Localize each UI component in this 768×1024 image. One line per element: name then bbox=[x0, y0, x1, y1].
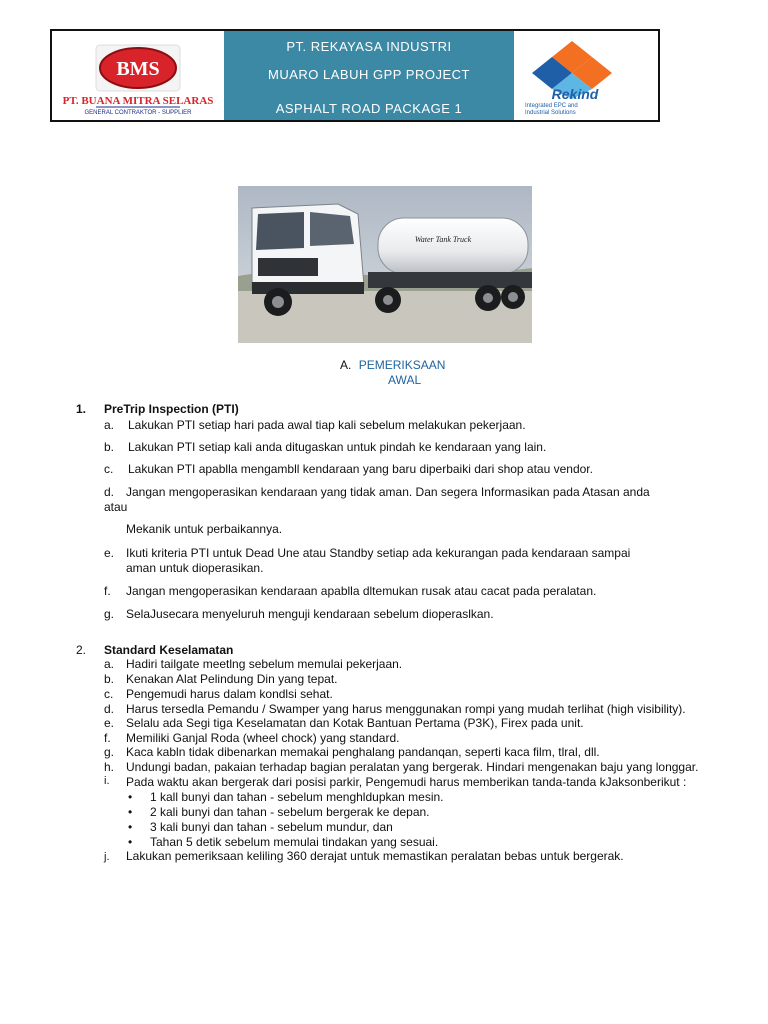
s2-item-f-text: Memiliki Ganjal Roda (wheel chock) yang standard. bbox=[126, 731, 400, 745]
s2-item-e-mark: e. bbox=[104, 716, 115, 730]
s2-item-c-mark: c. bbox=[104, 687, 114, 701]
s2-item-j-text: Lakukan pemeriksaan keliling 360 derajat untuk memastikan peralatan bebas untuk bergerak. bbox=[126, 849, 624, 863]
rekind-logo bbox=[520, 39, 655, 117]
s1-item-e-cont1: aman untuk dioperasikan. bbox=[126, 561, 264, 575]
s1-item-d-mark: d. bbox=[104, 485, 115, 499]
s2-item-d-text: Harus tersedla Pemandu / Swamper yang harus menggunakan rompi yang mudah terlihat (high visibility). bbox=[126, 702, 686, 716]
s2-item-i-text: Pada waktu akan bergerak dari posisi parkir, Pengemudi harus memberikan tanda-tanda kJaksonberikut : bbox=[126, 775, 687, 789]
s1-item-b-text: Lakukan PTI setiap kali anda ditugaskan untuk pindah ke kendaraan yang lain. bbox=[128, 440, 547, 454]
s1-item-e-mark: e. bbox=[104, 546, 115, 560]
bullet-dot: • bbox=[128, 790, 133, 804]
document-header bbox=[50, 29, 660, 122]
s2-bullet-2: 2 kali bunyi dan tahan - sebelum bergerak ke depan. bbox=[150, 805, 430, 819]
s2-item-j-mark: j. bbox=[104, 851, 110, 863]
s1-item-c-text: Lakukan PTI apablla mengambll kendaraan yang baru diperbaiki dari shop atau vendor. bbox=[128, 462, 593, 476]
s2-item-g-mark: g. bbox=[104, 745, 115, 759]
section-2-title: Standard Keselamatan bbox=[104, 643, 234, 657]
s2-bullet-1: 1 kall bunyi dan tahan - sebelum menghldupkan mesin. bbox=[150, 790, 444, 804]
project-title-line2: MUARO LABUH GPP PROJECT bbox=[268, 67, 470, 82]
s1-item-e-text: Ikuti kriteria PTI untuk Dead Une atau Standby setiap ada kekurangan pada kendaraan sampai bbox=[126, 546, 631, 560]
rekind-logo-text: Rekind bbox=[551, 86, 599, 102]
s2-item-a-text: Hadiri tailgate meetlng sebelum memulai pekerjaan. bbox=[126, 657, 403, 671]
s2-item-b-text: Kenakan Alat Pelindung Din yang tepat. bbox=[126, 672, 338, 686]
s2-item-i-mark: i. bbox=[104, 775, 110, 787]
bms-logo-text: BMS bbox=[116, 58, 160, 80]
s1-item-c-mark: c. bbox=[104, 462, 114, 476]
s2-item-g-text: Kaca kabln tidak dibenarkan memakai penghalang pandanqan, seperti kaca film, tlral, dll. bbox=[126, 745, 600, 759]
s1-item-d-cont1: atau bbox=[104, 500, 128, 514]
water-tank-truck-photo bbox=[238, 186, 532, 343]
project-title-band bbox=[224, 31, 514, 120]
s1-item-g-mark: g. bbox=[104, 607, 115, 621]
company-subtitle: GENERAL CONTRAKTOR - SUPPLIER bbox=[84, 110, 192, 116]
bullet-dot: • bbox=[128, 835, 133, 849]
s1-item-g-text: SelaJusecara menyeluruh menguji kendaraan sebelum dioperaslkan. bbox=[126, 607, 494, 621]
s1-item-f-text: Jangan mengoperasikan kendaraan apablla dltemukan rusak atau cacat pada peralatan. bbox=[126, 584, 597, 598]
s1-item-f-mark: f. bbox=[104, 584, 111, 598]
s1-item-a-text: Lakukan PTI setiap hari pada awal tiap kali sebelum melakukan pekerjaan. bbox=[128, 418, 526, 432]
project-title-line3: ASPHALT ROAD PACKAGE 1 bbox=[275, 101, 463, 116]
s2-item-f-mark: f. bbox=[104, 731, 111, 745]
s2-item-c-text: Pengemudi harus dalam kondlsi sehat. bbox=[126, 687, 333, 701]
s1-item-d-cont2: Mekanik untuk perbaikannya. bbox=[126, 522, 283, 536]
section-a-title-line1: PEMERIKSAAN bbox=[358, 358, 446, 372]
bullet-dot: • bbox=[128, 820, 133, 834]
section-2-number: 2. bbox=[76, 643, 87, 657]
s1-item-a-mark: a. bbox=[104, 418, 115, 432]
truck-tank-label: Water Tank Truck bbox=[414, 235, 472, 244]
s1-item-d-text: Jangan mengoperasikan kendaraan yang tidak aman. Dan segera Informasikan pada Atasan anda bbox=[126, 485, 650, 499]
s2-item-e-text: Selalu ada Segi tiga Keselamatan dan Kotak Bantuan Pertama (P3K), Firex pada unit. bbox=[126, 716, 584, 730]
s2-bullet-3: 3 kali bunyi dan tahan - sebelum mundur, dan bbox=[150, 820, 393, 834]
section-1-title: PreTrip Inspection (PTI) bbox=[104, 402, 239, 416]
rekind-tagline-1: Integrated EPC and bbox=[525, 103, 578, 109]
s2-bullet-4: Tahan 5 detik sebelum memulai tindakan yang sesuai. bbox=[150, 835, 439, 849]
s1-item-b-mark: b. bbox=[104, 440, 115, 454]
s2-item-h-text: Undungi badan, pakaian terhadap bagian peralatan yang bergerak. Hindari mengenakan baju yang longgar. bbox=[126, 760, 699, 774]
bms-logo bbox=[56, 35, 226, 117]
section-a-heading bbox=[340, 358, 445, 372]
company-name: PT. BUANA MITRA SELARAS bbox=[62, 95, 214, 107]
bullet-dot: • bbox=[128, 805, 133, 819]
rekind-tagline-2: Industrial Solutions bbox=[525, 110, 576, 116]
section-a-letter: A. bbox=[340, 358, 352, 372]
section-a-title-line2: AWAL bbox=[388, 373, 422, 387]
s2-item-a-mark: a. bbox=[104, 657, 115, 671]
s2-item-h-mark: h. bbox=[104, 760, 115, 774]
s2-item-d-mark: d. bbox=[104, 702, 115, 716]
s2-item-b-mark: b. bbox=[104, 672, 115, 686]
project-title-line1: PT. REKAYASA INDUSTRI bbox=[286, 39, 452, 54]
section-1-number: 1. bbox=[76, 402, 87, 416]
